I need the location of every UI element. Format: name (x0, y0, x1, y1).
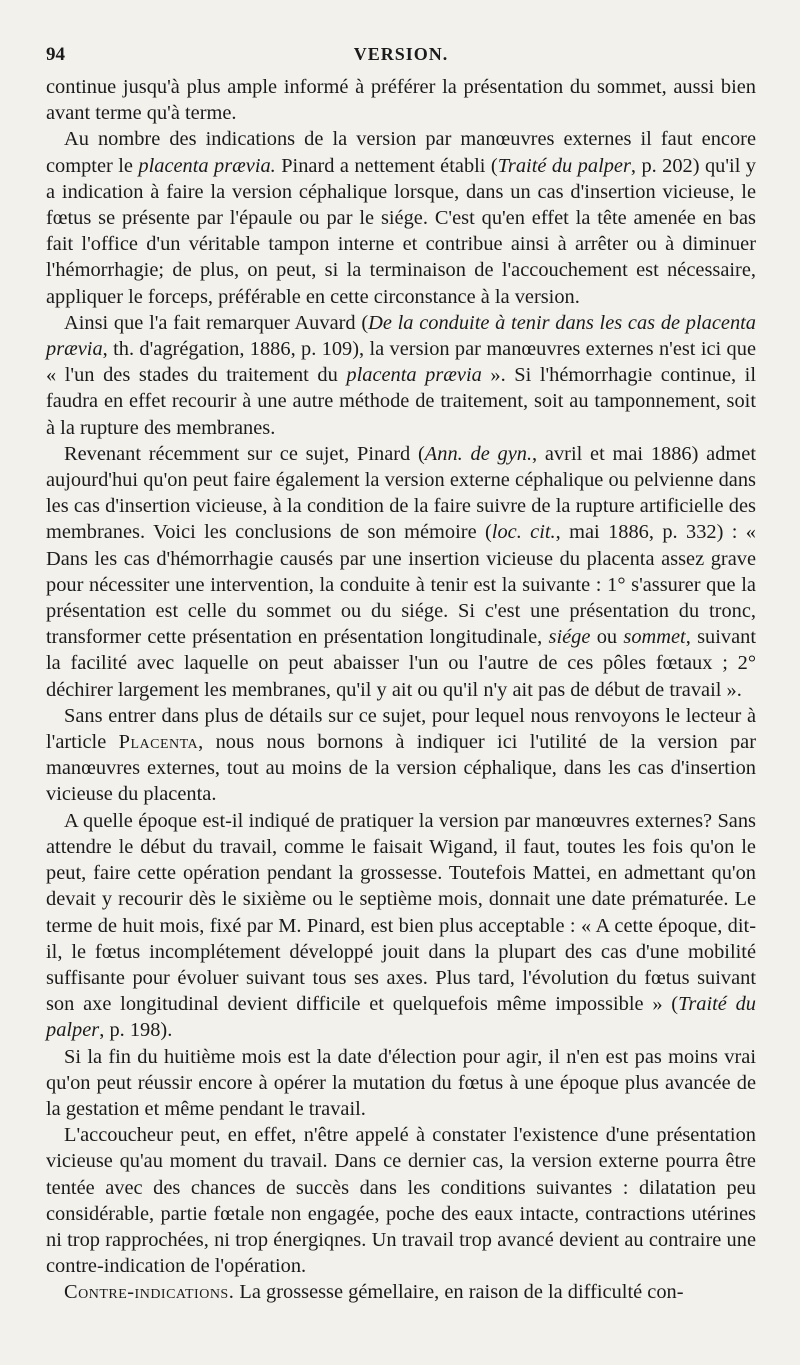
paragraph-timing: A quelle époque est-il indiqué de pratiquer la version par manœuvres externes? Sans attendre le début du travail, comme le faisait Wigand, il faut, toutes les fois qu'on le peut, faire cette opération pendant la grossesse. Toutefois Mattei, en admettant qu'on devait y recourir dès le sixième ou le septième mois, donnait une date prématurée. Le terme de huit mois, fixé par M. Pinard, est bien plus acceptable : « A cette époque, dit-il, le fœtus incomplétement développé jouit dans la plupart des cas d'une mobilité suffisante pour évoluer suivant tous ses axes. Plus tard, l'évolution du fœtus suivant son axe longitudinal devient difficile et quelquefois même impossible » (Traité du palper, p. 198). (46, 809, 756, 1042)
section-label-contra-indications: Contre-indications. (64, 1281, 235, 1304)
page-number: 94 (46, 44, 65, 65)
paragraph-auvard: Ainsi que l'a fait remarquer Auvard (De la conduite à tenir dans les cas de placenta prævia, th. d'agrégation, 1886, p. 109), la version par manœuvres externes n'est ici que « l'un des stades du traitement du placenta prævia ». Si l'hémorrhagie continue, il faudra en effet recourir à une autre méthode de traitement, soit au tamponnement, soit à la rupture des membranes. (46, 311, 757, 439)
running-head: VERSION. (353, 44, 449, 64)
paragraph-placenta-reference: Sans entrer dans plus de détails sur ce sujet, pour lequel nous renvoyons le lecteur à l'article Placenta, nous nous bornons à indiquer ici l'utilité de la version par manœuvres externes, tout au moins de la version céphalique, dans les cas d'insertion vicieuse du placenta. (46, 704, 757, 806)
paragraph-contra-indications: Contre-indications. La grossesse gémellaire, en raison de la difficulté con- (64, 1281, 684, 1304)
paragraph-continuation: continue jusqu'à plus ample informé à préférer la présentation du sommet, aussi bien avant terme qu'à terme. (46, 76, 756, 125)
paragraph-late-term: Si la fin du huitième mois est la date d'élection pour agir, il n'en est pas moins vrai qu'on peut réussir encore à opérer la mutation du fœtus à une époque plus avancée de la gestation et même pendant le travail. (46, 1045, 756, 1120)
paragraph-during-labor: L'accoucheur peut, en effet, n'être appelé à constater l'existence d'une présentation vicieuse qu'au moment du travail. Dans ce dernier cas, la version externe pourra être tentée avec des chances de succès dans les conditions suivantes : dilatation peu considérable, partie fœtale non engagée, poche des eaux intacte, contractions utérines ni trop rapprochées, ni trop énergiqnes. Un travail trop avancé devient au contraire une contre-indication de l'opération. (46, 1124, 756, 1278)
paragraph-placenta-praevia: Au nombre des indications de la version par manœuvres externes il faut encore compter le placenta prævia. Pinard a nettement établi (Traité du palper, p. 202) qu'il y a indication à faire la version céphalique lorsque, dans un cas d'insertion vicieuse, le fœtus se présente par l'épaule ou par le siége. C'est qu'en effet la tête amenée en bas fait l'office d'un véritable tampon interne et contribue ainsi à arrêter ou à diminuer l'hémorrhagie; de plus, on peut, si la terminaison de l'accouchement est nécessaire, appliquer le forceps, préférable en cette circonstance à la version. (46, 128, 756, 308)
cross-reference-placenta: Placenta (118, 731, 199, 754)
body-text (46, 74, 756, 1306)
page-header (46, 38, 756, 70)
paragraph-pinard-conclusions: Revenant récemment sur ce sujet, Pinard (Ann. de gyn., avril et mai 1886) admet aujourd'hui qu'on peut faire également la version externe céphalique ou pelvienne dans les cas d'insertion vicieuse, à la condition de la faire suivre de la rupture artificielle des membranes. Voici les conclusions de son mémoire (loc. cit., mai 1886, p. 332) : « Dans les cas d'hémorrhagie causés par une insertion vicieuse du placenta assez grave pour nécessiter une intervention, la conduite à tenir est la suivante : 1° s'assurer que la présentation est celle du sommet ou du siége. Si c'est une présentation du tronc, transformer cette présentation en présentation longitudinale, siége ou sommet, suivant la facilité avec laquelle on peut abaisser l'un ou l'autre de ces pôles fœtaux ; 2° déchirer largement les membranes, qu'il y ait ou qu'il n'y ait pas de début de travail ». (46, 442, 756, 701)
